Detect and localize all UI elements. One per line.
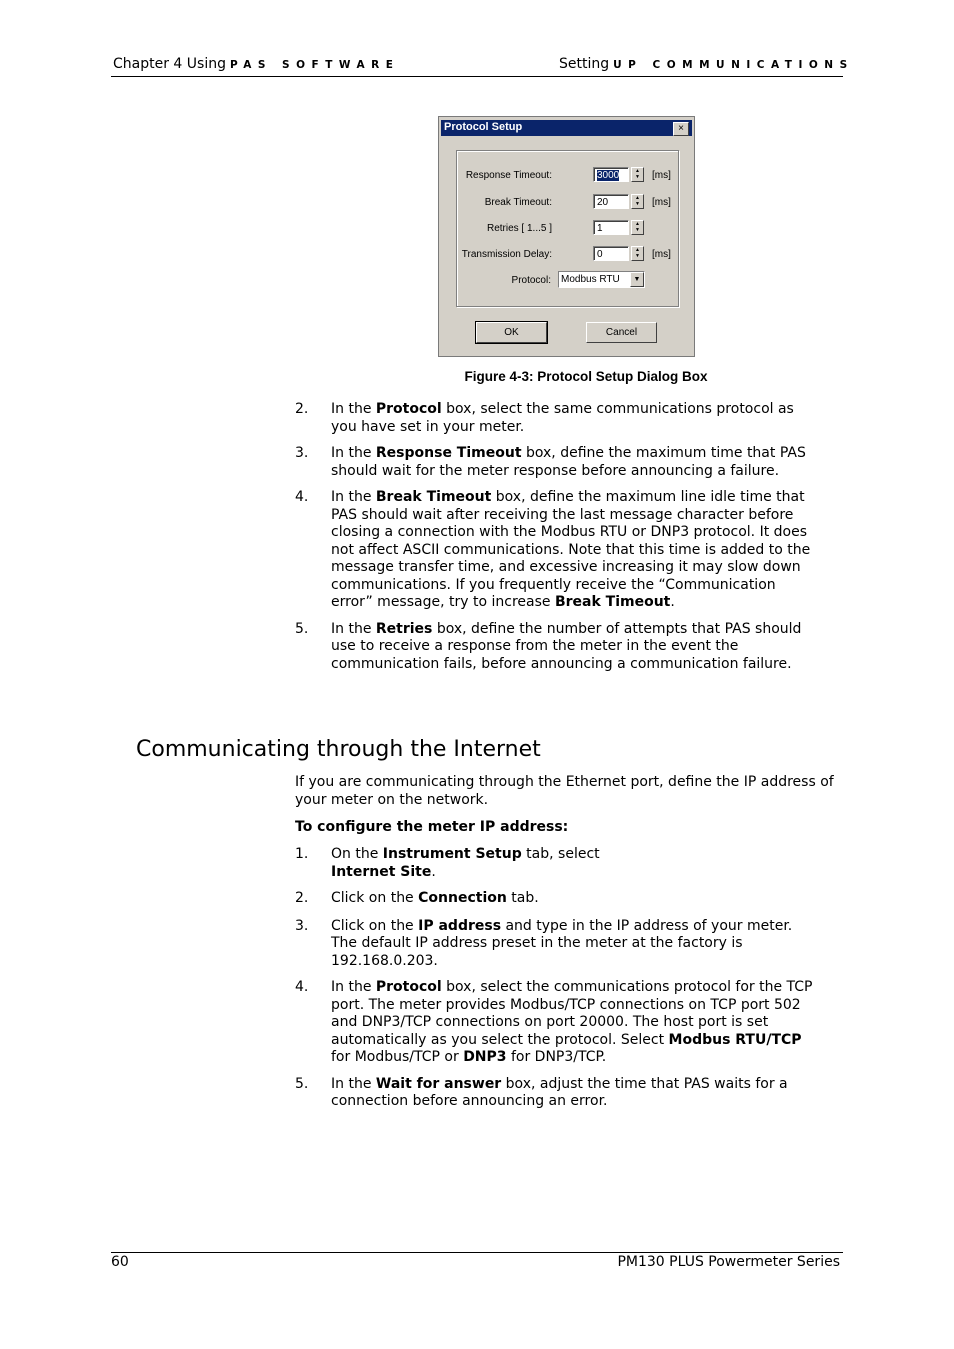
list-item: 2. In the Protocol box, select the same communications protocol as you have set in your meter. (295, 401, 794, 435)
transmission-delay-input[interactable]: 0 (593, 246, 629, 261)
section-heading: Communicating through the Internet (136, 737, 541, 762)
footer-rule (111, 1252, 843, 1253)
page-number: 60 (111, 1254, 129, 1270)
list-item: 3. Click on the IP address and type in the IP address of your meter. The default IP address preset in the meter at the factory is 192.168.0.203. (295, 917, 793, 969)
protocol-select-value: Modbus RTU (561, 274, 620, 285)
settings-group (456, 150, 679, 307)
intro-paragraph: If you are communicating through the Ethernet port, define the IP address of your meter on the network. (295, 774, 834, 808)
response-timeout-unit: [ms] (652, 170, 671, 181)
header-chapter-title: PAS SOFTWARE (229, 59, 400, 71)
cancel-button[interactable]: Cancel (586, 322, 657, 343)
dialog-titlebar (441, 120, 692, 136)
header-right (559, 56, 854, 72)
list-item: 1. On the Instrument Setup tab, select Internet Site. (295, 846, 600, 880)
footer-product: PM130 PLUS Powermeter Series (617, 1254, 840, 1270)
list-item: 4. In the Protocol box, select the communications protocol for the TCP port. The meter provides Modbus/TCP connections on TCP port 502 and DNP3/TCP connections on port 20000. The host port is set automatically as you select the protocol. Select Modbus RTU/TCP for Modbus/TCP or DNP3 for DNP3/TCP. (295, 979, 813, 1065)
ok-button[interactable]: OK (476, 322, 547, 343)
transmission-delay-label: Transmission Delay: (461, 249, 552, 260)
break-timeout-label: Break Timeout: (484, 197, 552, 208)
protocol-select[interactable] (558, 271, 645, 288)
list-item: 5. In the Retries box, define the number of attempts that PAS should use to receive a response from the meter in the event the communication fails, before announcing a communication failure. (295, 620, 802, 672)
protocol-setup-dialog (438, 116, 695, 357)
header-rule (111, 76, 843, 77)
list-item: 4. In the Break Timeout box, define the maximum line idle time that PAS should wait after receiving the last message character before closing a connection with the Modbus RTU or DNP3 protocol. It does not affect ASCII communications. Note that this time is added to the message transfer time, and excessive increasing it may slow down communications. If you frequently receive the “Communication error” message, try to increase Break Timeout. (295, 489, 811, 610)
list-item: 3. In the Response Timeout box, define the maximum time that PAS should wait for the meter response before announcing a failure. (295, 445, 806, 479)
retries-label: Retries [ 1...5 ] (486, 223, 552, 234)
response-timeout-input[interactable]: 3000 (593, 167, 629, 182)
header-left (113, 56, 399, 72)
response-timeout-spinner[interactable]: ▲ ▼ (631, 167, 644, 182)
close-icon: × (678, 123, 684, 134)
steps-list-protocol (295, 401, 815, 673)
transmission-delay-unit: [ms] (652, 249, 671, 260)
figure-caption: Figure 4-3: Protocol Setup Dialog Box (464, 369, 708, 384)
close-button[interactable] (673, 122, 689, 136)
steps-list-ip (295, 846, 815, 1111)
retries-input[interactable]: 1 (593, 220, 629, 235)
protocol-label: Protocol: (511, 275, 551, 286)
response-timeout-label: Response Timeout: (465, 170, 552, 181)
procedure-heading: To configure the meter IP address: (295, 819, 569, 835)
dialog-title: Protocol Setup (444, 121, 523, 133)
list-item: 5. In the Wait for answer box, adjust the time that PAS waits for a connection before announcing an error. (295, 1075, 788, 1109)
header-chapter: Chapter 4 Using (113, 56, 226, 72)
list-item: 2. Click on the Connection tab. (295, 890, 539, 906)
transmission-delay-spinner[interactable]: ▲ ▼ (631, 246, 644, 261)
break-timeout-input[interactable]: 20 (593, 194, 629, 209)
header-section: Setting (559, 56, 610, 72)
break-timeout-unit: [ms] (652, 197, 671, 208)
retries-spinner[interactable]: ▲ ▼ (631, 220, 644, 235)
chevron-down-icon[interactable]: ▼ (630, 272, 644, 287)
break-timeout-spinner[interactable]: ▲ ▼ (631, 194, 644, 209)
header-section-title: UP COMMUNICATIONS (613, 59, 854, 71)
